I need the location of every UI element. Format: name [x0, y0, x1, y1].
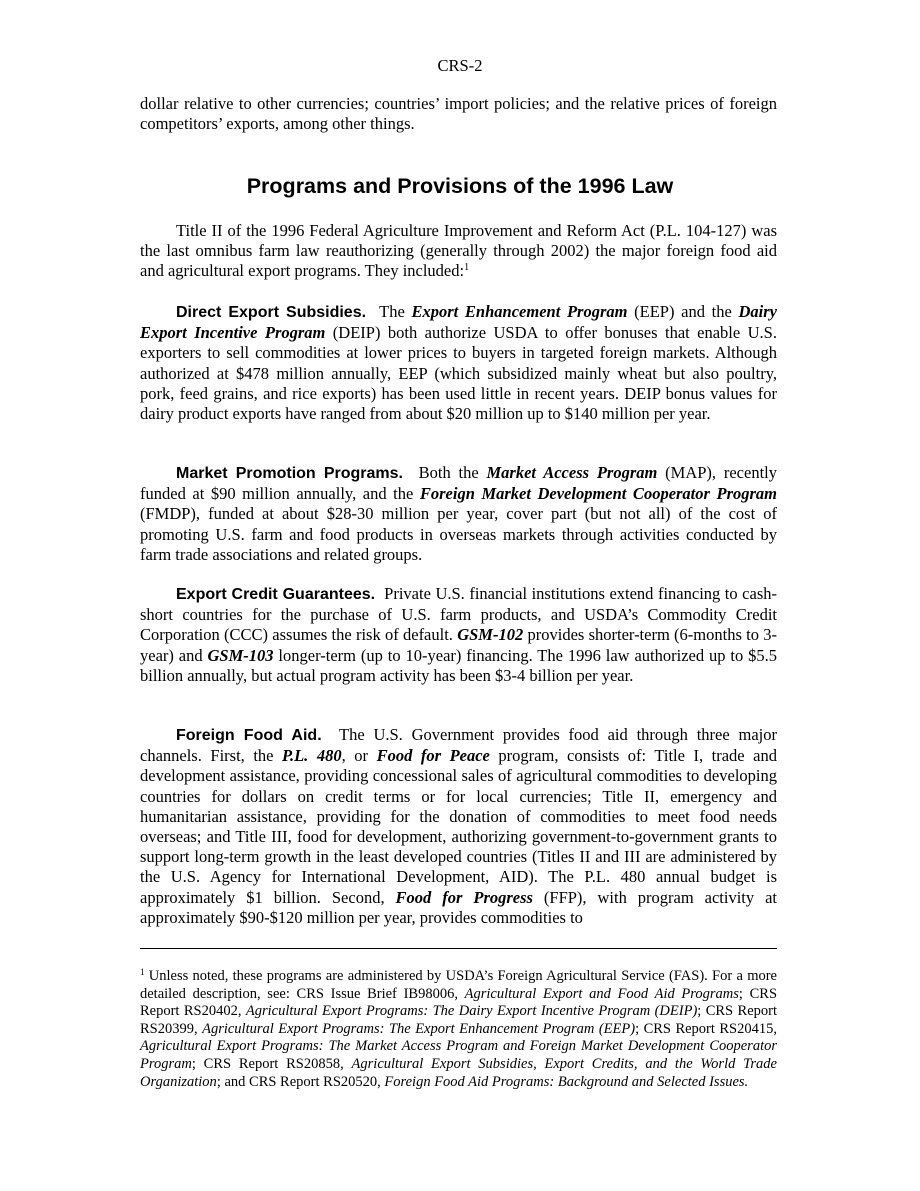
intro-continuation-paragraph: dollar relative to other currencies; countries’ import policies; and the relative prices of foreign competitors’ exports, among other things.	[140, 94, 777, 134]
export-credit-paragraph	[140, 584, 777, 686]
footnote-ref-1[interactable]: 1	[464, 262, 470, 274]
footnote-title-rs20520: Foreign Food Aid Programs: Background and Selected Issues.	[384, 1073, 749, 1090]
footnote-marker: 1	[140, 967, 145, 977]
footnote-text-5: ; CRS Report RS20858,	[191, 1055, 352, 1072]
food-aid-text-4: (FFP), with program activity at approximately $90-$120 million per year, provides commodities to	[140, 887, 777, 927]
direct-export-text-1: The	[379, 302, 412, 321]
footnote-title-ib98006: Agricultural Export and Food Aid Programs	[464, 985, 739, 1002]
market-promotion-text-2: (MAP), recently funded at $90 million annually, and the	[140, 463, 778, 504]
footnote-1	[140, 968, 777, 1091]
footnote-divider	[140, 948, 777, 949]
footnote-text-2: ; CRS Report RS20402,	[140, 985, 778, 1020]
fmdp-program-name: Foreign Market Development Cooperator Program	[419, 484, 777, 504]
footnote-title-rs20402: Agricultural Export Programs: The Dairy Export Incentive Program (DEIP)	[245, 1003, 698, 1020]
foreign-food-aid-paragraph	[140, 725, 777, 928]
foreign-food-aid-title: Foreign Food Aid.	[176, 727, 322, 744]
map-program-name: Market Access Program	[486, 463, 658, 482]
food-aid-text-3: program, consists of: Title I, trade and development assistance, providing concessional sales of agricultural commodities to developing countries for dollars on credit terms or for local currencies; Title II, emergency and humanitarian assistance, providing for the donation of commodities to meet food needs overseas; and Title III, food for development, authorizing government-to-government grants to support long-term growth in the least developed countries (Titles II and III are administered by the U.S. Agency for International Development, AID). The P.L. 480 annual budget is approximately $1 billion. Second,	[140, 746, 777, 907]
market-promotion-title: Market Promotion Programs.	[176, 465, 403, 482]
direct-export-subsidies-paragraph	[140, 302, 777, 424]
eep-program-name: Export Enhancement Program	[411, 302, 628, 321]
export-credit-text-2: provides shorter-term (6-months to 3-year) and	[140, 625, 778, 665]
food-for-peace-name: Food for Peace	[376, 746, 490, 766]
direct-export-text-3: (DEIP) both authorize USDA to offer bonuses that enable U.S. exporters to sell commodities at lower prices to buyers in targeted foreign markets. Although authorized at $478 million annually, EEP (which subsidized mainly wheat but also poultry, pork, feed grains, and rice exports) has been used little in recent years. DEIP bonus values for dairy product exports have ranged from about $20 million up to $140 million per year.	[140, 323, 777, 424]
title-ii-paragraph	[140, 221, 777, 282]
direct-export-subsidies-title: Direct Export Subsidies.	[176, 304, 367, 321]
food-aid-text-2: , or	[341, 746, 377, 766]
footnote-text-4: ; CRS Report RS20415,	[635, 1020, 777, 1037]
food-for-progress-name: Food for Progress	[395, 887, 533, 907]
footnote-title-rs20415: Agricultural Export Programs: The Market Access Program and Foreign Market Development Cooperator Program	[140, 1038, 777, 1072]
market-promotion-text-3: (FMDP), funded at about $28-30 million per year, cover part (but not all) of the cost of promoting U.S. farm and food products in overseas markets through activities conducted by farm trade associations and related groups.	[140, 504, 777, 564]
title-ii-text: Title II of the 1996 Federal Agriculture Improvement and Reform Act (P.L. 104-127) was the last omnibus farm law reauthorizing (generally through 2002) the major foreign food aid and agricultural export programs. They included:	[140, 221, 777, 281]
export-credit-title: Export Credit Guarantees.	[176, 586, 376, 603]
footnote-text-3: ; CRS Report RS20399,	[140, 1003, 777, 1037]
export-credit-text-3: longer-term (up to 10-year) financing. The 1996 law authorized up to $5.5 billion annually, but actual program activity has been $3-4 billion per year.	[140, 645, 778, 685]
deip-program-name: Dairy Export Incentive Program	[140, 302, 778, 343]
pl480-name: P.L. 480	[282, 746, 342, 766]
gsm-102-name: GSM-102	[457, 625, 524, 645]
footnote-title-rs20858: Agricultural Export Subsidies, Export Credits, and the World Trade Organization	[140, 1055, 777, 1090]
market-promotion-text-1: Both the	[418, 463, 487, 482]
market-promotion-paragraph	[140, 463, 777, 565]
page-header: CRS-2	[437, 56, 483, 75]
gsm-103-name: GSM-103	[207, 645, 274, 665]
footnote-text-1: Unless noted, these programs are administered by USDA’s Foreign Agricultural Service (FAS). For a more detailed description, see: CRS Issue Brief IB98006,	[140, 968, 777, 1002]
footnote-title-rs20399: Agricultural Export Programs: The Export Enhancement Program (EEP)	[202, 1020, 636, 1037]
footnote-text-6: ; and CRS Report RS20520,	[216, 1073, 385, 1090]
section-heading: Programs and Provisions of the 1996 Law	[246, 174, 674, 198]
direct-export-text-2: (EEP) and the	[627, 302, 739, 321]
export-credit-text-1: Private U.S. financial institutions extend financing to cash-short countries for the purchase of U.S. farm products, and USDA’s Commodity Credit Corporation (CCC) assumes the risk of default.	[140, 584, 777, 645]
food-aid-text-1: The U.S. Government provides food aid through three major channels. First, the	[140, 725, 777, 766]
